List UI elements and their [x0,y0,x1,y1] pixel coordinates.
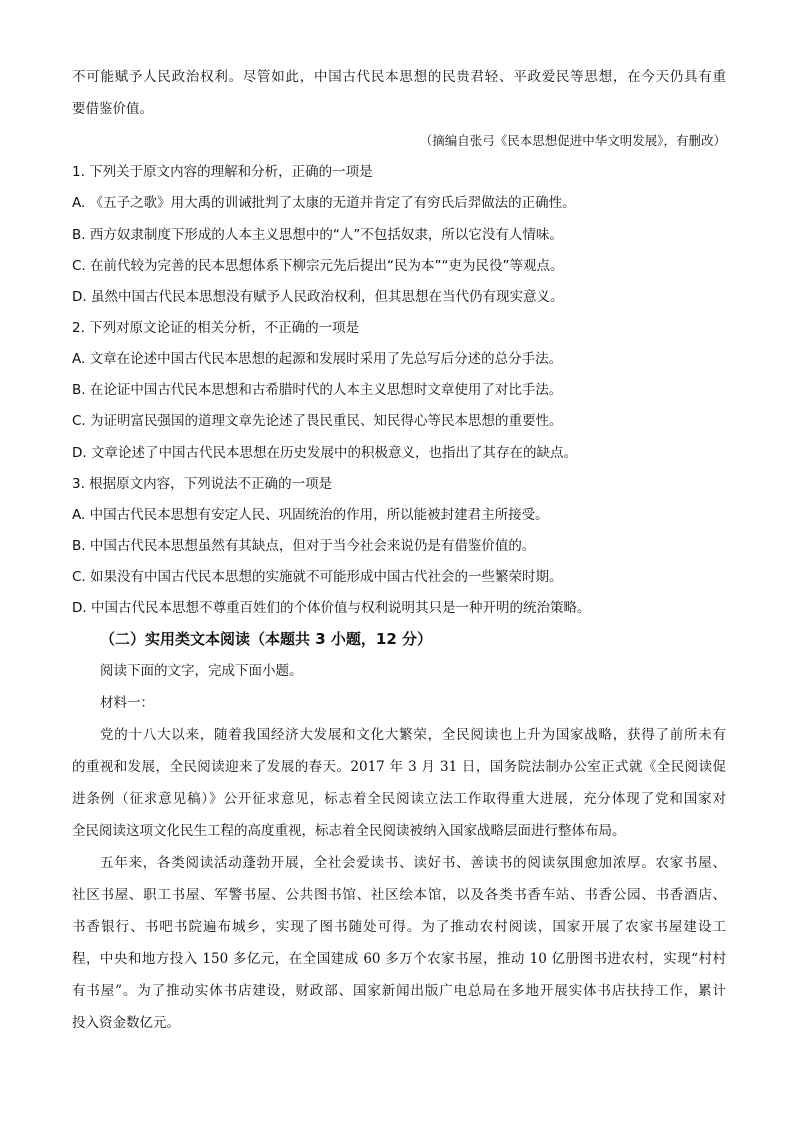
paragraph-line: 五年来，各类阅读活动蓬勃开展，全社会爱读书、读好书、善读书的阅读氛围愈加浓厚。农家书屋、 [100,855,726,871]
paragraph-line: 有书屋”。为了推动实体书店建设，财政部、国家新闻出版广电总局在多地开展实体书店扶持工作，累计 [72,983,726,999]
option-text: D. 中国古代民本思想不尊重百姓们的个体价值与权利说明其只是一种开明的统治策略。 [72,600,591,616]
paragraph-line: 书香银行、书吧书院遍布城乡，实现了图书随处可得。为了推动农村阅读，国家开展了农家书屋建设工 [72,919,726,935]
option-text: A. 中国古代民本思想有安定人民、巩固统治的作用，所以能被封建君主所接受。 [72,507,549,523]
paragraph-line: 要借鉴价值。 [72,101,153,117]
paragraph-line: 投入资金数亿元。 [72,1015,180,1031]
option-text: B. 中国古代民本思想虽然有其缺点，但对于当今社会来说仍是有借鉴价值的。 [72,538,536,554]
paragraph-line: 程，中央和地方投入 150 多亿元，在全国建成 60 多万个农家书屋，推动 10 亿册图书进农村，实现“村村 [72,951,726,967]
option-text: B. 西方奴隶制度下形成的人本主义思想中的“人”不包括奴隶，所以它没有人情味。 [72,227,563,243]
option-text: A. 《五子之歌》用大禹的训诫批判了太康的无道并肯定了有穷氏后羿做法的正确性。 [72,195,576,211]
instruction-text: 阅读下面的文字，完成下面小题。 [100,663,303,679]
option-text: C. 在前代较为完善的民本思想体系下柳宗元先后提出“民为本”“吏为民役”等观点。 [72,258,564,274]
option-text: D. 虽然中国古代民本思想没有赋予人民政治权利，但其思想在当代仍有现实意义。 [72,289,564,305]
option-text: C. 如果没有中国古代民本思想的实施就不可能形成中国古代社会的一些繁荣时期。 [72,569,563,585]
paragraph-line: 全民阅读这项文化民生工程的高度重视，标志着全民阅读被纳入国家战略层面进行整体布局。 [72,823,626,839]
material-label: 材料一： [100,695,154,711]
paragraph-line: 党的十八大以来，随着我国经济大发展和文化大繁荣，全民阅读也上升为国家战略，获得了前所未有 [100,727,726,743]
option-text: D. 文章论述了中国古代民本思想在历史发展中的积极意义，也指出了其存在的缺点。 [72,445,577,461]
paragraph-line: 进条例（征求意见稿）》公开征求意见，标志着全民阅读立法工作取得重大进展，充分体现了党和国家对 [72,791,726,807]
option-text: A. 文章在论述中国古代民本思想的起源和发展时采用了先总写后分述的总分手法。 [72,351,563,367]
question-stem: 1. 下列关于原文内容的理解和分析，正确的一项是 [72,164,373,180]
option-text: B. 在论证中国古代民本思想和古希腊时代的人本主义思想时文章使用了对比手法。 [72,382,563,398]
section-title: （二）实用类文本阅读（本题共 3 小题，12 分） [100,630,432,648]
source-citation: （摘编自张弓《民本思想促进中华文明发展》，有删改） [419,133,726,148]
paragraph-line: 不可能赋予人民政治权利。尽管如此，中国古代民本思想的民贵君轻、平政爱民等思想，在今天仍具有重 [72,69,726,85]
paragraph-line: 的重视和发展，全民阅读迎来了发展的春天。2017 年 3 月 31 日，国务院法制办公室正式就《全民阅读促 [72,759,726,775]
paragraph-line: 社区书屋、职工书屋、军警书屋、公共图书馆、社区绘本馆，以及各类书香车站、书香公园、书香酒店、 [72,887,726,903]
option-text: C. 为证明富民强国的道理文章先论述了畏民重民、知民得心等民本思想的重要性。 [72,413,563,429]
question-stem: 2. 下列对原文论证的相关分析，不正确的一项是 [72,320,360,336]
question-stem: 3. 根据原文内容，下列说法不正确的一项是 [72,476,333,492]
